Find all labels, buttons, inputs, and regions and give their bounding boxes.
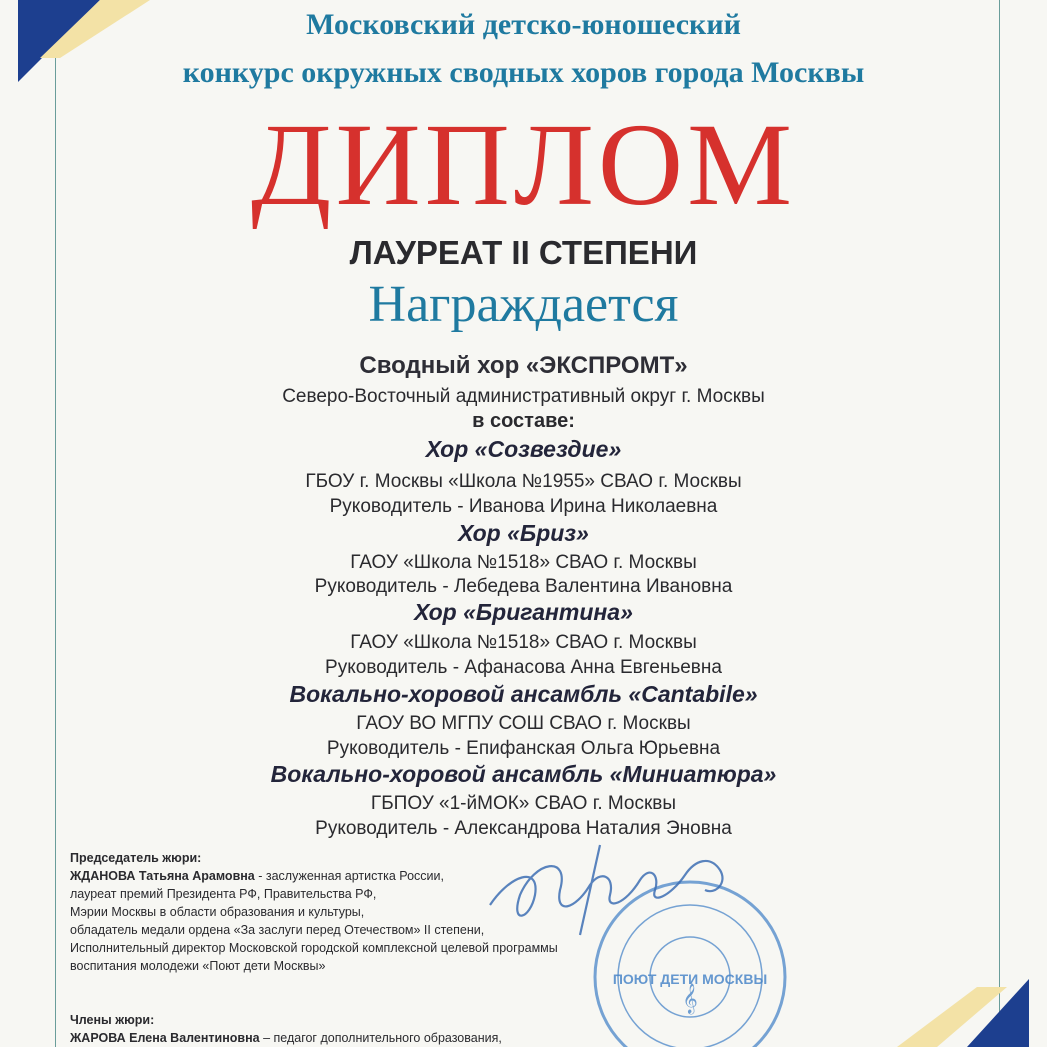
jury-chair-label: Председатель жюри: [70,851,202,865]
group-name: Вокально-хоровой ансамбль «Cantabile» [289,681,758,707]
jury-chair-desc: воспитания молодежи «Поют дети Москвы» [70,959,326,973]
signature [480,835,780,945]
jury-chair-desc: - заслуженная артистка России, [254,869,444,883]
contest-title-line1: Московский детско-юношеский [306,8,741,41]
corner-decoration-bottom-right [857,967,1047,1047]
jury-chair-desc: лауреат премий Президента РФ, Правительства РФ, [70,887,377,901]
group-institution: ГАОУ ВО МГПУ СОШ СВАО г. Москвы [356,713,691,734]
group-leader: Руководитель - Лебедева Валентина Ивановна [314,576,733,597]
recipient-district: Северо-Восточный административный округ г. Москвы [282,386,765,407]
jury-members-label: Члены жюри: [70,1013,155,1027]
recipient-name: Сводный хор «ЭКСПРОМТ» [359,352,688,379]
group-name: Вокально-хоровой ансамбль «Миниатюра» [270,761,777,787]
group-name: Хор «Бриз» [458,520,589,546]
group-institution: ГАОУ «Школа №1518» СВАО г. Москвы [350,632,697,653]
jury-chair-name: ЖДАНОВА Татьяна Арамовна [70,869,255,883]
jury-members-block [70,1011,502,1047]
diploma-title: ДИПЛОМ [250,99,797,230]
jury-member-name: ЖАРОВА Елена Валентиновна [70,1031,260,1045]
group-institution: ГАОУ «Школа №1518» СВАО г. Москвы [350,552,697,573]
group-name: Хор «Бригантина» [414,599,633,625]
laureate-degree: ЛАУРЕАТ II СТЕПЕНИ [349,234,698,271]
contest-title-line2: конкурс окружных сводных хоров города Москвы [182,56,865,89]
group-institution: ГБПОУ «1-йМОК» СВАО г. Москвы [370,793,677,814]
stamp-center-text: ПОЮТ ДЕТИ МОСКВЫ [612,971,768,987]
group-leader: Руководитель - Иванова Ирина Николаевна [329,496,718,517]
treble-clef-icon: 𝄞 [682,983,698,1013]
jury-member-desc: – педагог дополнительного образования, [259,1031,502,1045]
jury-chair-desc: Мэрии Москвы в области образования и культуры, [70,905,365,919]
jury-chair-desc: обладатель медали ордена «За заслуги перед Отечеством» II степени, [70,923,485,937]
jury-chair-desc: Исполнительный директор Московской городской комплексной целевой программы [70,941,558,955]
composition-label: в составе: [472,410,575,432]
group-leader: Руководитель - Александрова Наталия Эновна [315,818,732,839]
group-name: Хор «Созвездие» [425,436,622,462]
group-leader: Руководитель - Афанасова Анна Евгеньевна [325,657,722,678]
group-leader: Руководитель - Епифанская Ольга Юрьевна [326,738,721,759]
awarded-heading: Награждается [368,276,679,333]
group-institution: ГБОУ г. Москвы «Школа №1955» СВАО г. Москвы [305,471,742,492]
